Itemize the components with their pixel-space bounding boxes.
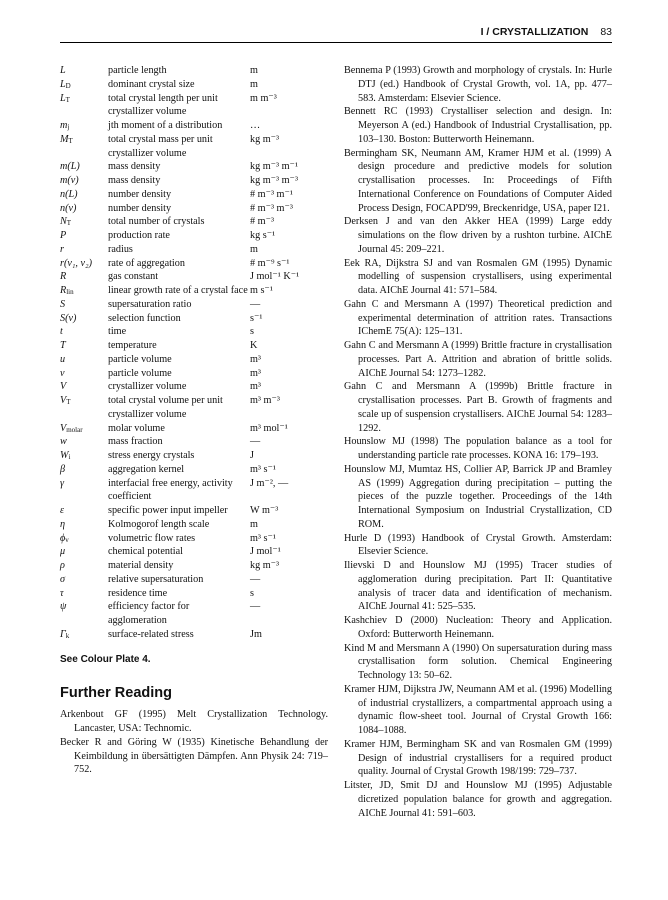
nomenclature-description: total crystal mass per unit crystallizer volume bbox=[108, 133, 213, 159]
nomenclature-row bbox=[60, 394, 328, 422]
nomenclature-symbol: β bbox=[60, 463, 66, 475]
nomenclature-row bbox=[60, 600, 328, 628]
nomenclature-description: production rate bbox=[108, 230, 170, 241]
nomenclature-row bbox=[60, 257, 328, 271]
nomenclature-row bbox=[60, 92, 328, 120]
nomenclature-symbol: n(L) bbox=[60, 188, 78, 200]
header-rule bbox=[60, 42, 612, 43]
further-reading-list bbox=[60, 708, 328, 777]
nomenclature-description: residence time bbox=[108, 587, 168, 599]
reference-entry: Bennett RC (1993) Crystalliser selection and design. In: Meyerson A (ed.) Handbook of Industrial Crystallisation, pp. 103–130. Boston: Butterworth Heinemann. bbox=[344, 106, 612, 145]
nomenclature-row bbox=[60, 353, 328, 367]
nomenclature-row bbox=[60, 532, 328, 546]
nomenclature-symbol: $M_T$ bbox=[60, 133, 73, 145]
nomenclature-unit: m³ bbox=[250, 353, 261, 365]
nomenclature-unit: s⁻¹ bbox=[250, 312, 263, 324]
reference-entry: Kashchiev D (2000) Nucleation: Theory and Application. Oxford: Butterworth Heinemann. bbox=[344, 615, 612, 640]
nomenclature-unit: s bbox=[250, 326, 254, 338]
nomenclature-description: total crystal length per unit crystallizer volume bbox=[108, 92, 218, 118]
nomenclature-description: linear growth rate of a crystal face bbox=[108, 285, 248, 296]
reference-entry: Gahn C and Mersmann A (1999b) Brittle fracture in crystallisation processes. Part B. Growth of fragments and scale up of suspension crystallisers. AIChE Journal 54: 1283–1292. bbox=[344, 381, 612, 434]
nomenclature-unit: — bbox=[250, 436, 261, 448]
nomenclature-symbol: $N_T$ bbox=[60, 216, 72, 228]
nomenclature-unit: m³ s⁻¹ bbox=[250, 463, 276, 475]
nomenclature-unit: — bbox=[250, 601, 261, 613]
reference-entry: Kramer HJM, Bermingham SK and van Rosmalen GM (1999) Design of industrial crystallisers for a required product quality. Journal of Crystal Growth 198/199: 729–737. bbox=[344, 738, 612, 778]
nomenclature-symbol: m(v) bbox=[60, 175, 79, 186]
nomenclature-row bbox=[60, 449, 328, 463]
nomenclature-row bbox=[60, 422, 328, 436]
reference-entry: Litster, JD, Smit DJ and Hounslow MJ (1995) Adjustable dicretized population balance for growth and aggregation. AIChE Journal 41: 591–603. bbox=[344, 780, 612, 819]
nomenclature-row bbox=[60, 325, 328, 339]
reference-entry: Derksen J and van den Akker HEA (1999) Large eddy simulations on the flow driven by a rushton turbine. AIChE Journal 45: 209–221. bbox=[344, 216, 612, 255]
nomenclature-symbol: u bbox=[60, 353, 66, 365]
nomenclature-symbol: ε bbox=[60, 505, 65, 516]
nomenclature-row bbox=[60, 243, 328, 257]
nomenclature-row bbox=[60, 477, 328, 505]
nomenclature-description: number density bbox=[108, 202, 172, 214]
nomenclature-unit: J mol⁻¹ bbox=[250, 546, 281, 558]
nomenclature-description: chemical potential bbox=[108, 546, 183, 558]
nomenclature-description: temperature bbox=[108, 340, 157, 351]
nomenclature-unit: m³ bbox=[250, 367, 261, 379]
nomenclature-symbol: σ bbox=[60, 573, 66, 585]
nomenclature-unit: J mol⁻¹ K⁻¹ bbox=[250, 271, 300, 283]
nomenclature-description: relative supersaturation bbox=[108, 573, 204, 585]
nomenclature-symbol: S(v) bbox=[60, 312, 77, 324]
nomenclature-unit: m³ bbox=[250, 381, 261, 393]
nomenclature-unit: W m⁻³ bbox=[250, 505, 279, 516]
colour-plate-note: See Colour Plate 4. bbox=[60, 653, 151, 665]
nomenclature-unit: # m⁻³ m⁻³ bbox=[250, 202, 293, 214]
nomenclature-unit: m m⁻³ bbox=[250, 92, 277, 104]
nomenclature-description: mass fraction bbox=[108, 436, 163, 448]
nomenclature-row bbox=[60, 215, 328, 229]
nomenclature-description: Kolmogorof length scale bbox=[108, 518, 210, 530]
nomenclature-unit: kg s⁻¹ bbox=[250, 230, 276, 241]
nomenclature-description: interfacial free energy, activity coefficient bbox=[108, 477, 233, 503]
nomenclature-description: material density bbox=[108, 560, 174, 571]
nomenclature-symbol: η bbox=[60, 518, 66, 530]
left-column bbox=[60, 64, 328, 777]
reference-entry: Bermingham SK, Neumann AM, Kramer HJM et al. (1999) A design procedure and predictive models for solution crystallisation processes. In: Proceedings of Fifth International Conference on Foundations of Computer Aided Process Design, FOCAPD'99, Breckenridge, USA, paper I21. bbox=[344, 147, 612, 214]
nomenclature-row bbox=[60, 339, 328, 353]
nomenclature-symbol: n(v) bbox=[60, 202, 77, 214]
nomenclature-row bbox=[60, 64, 328, 78]
nomenclature-symbol: $\phi_v$ bbox=[60, 532, 69, 544]
reference-entry: Bennema P (1993) Growth and morphology of crystals. In: Hurle DTJ (ed.) Handbook of Crystal Growth, vol. 1A, pp. 477–583. Amsterdam: Elsevier Science. bbox=[344, 65, 612, 104]
nomenclature-row bbox=[60, 298, 328, 312]
nomenclature-unit: J m⁻², — bbox=[250, 477, 289, 489]
reference-entry: Hurle D (1993) Handbook of Crystal Growth. Amsterdam: Elsevier Science. bbox=[344, 532, 612, 558]
nomenclature-unit: kg m⁻³ bbox=[250, 560, 280, 571]
nomenclature-symbol: ρ bbox=[60, 560, 65, 571]
nomenclature-unit: kg m⁻³ m⁻³ bbox=[250, 175, 298, 186]
nomenclature-symbol: $\Gamma_k$ bbox=[60, 628, 70, 640]
nomenclature-row bbox=[60, 160, 328, 174]
nomenclature-row bbox=[60, 628, 328, 642]
nomenclature-unit: # m⁻³ m⁻¹ bbox=[250, 188, 293, 200]
nomenclature-description: crystallizer volume bbox=[108, 381, 187, 393]
nomenclature-row bbox=[60, 78, 328, 92]
nomenclature-description: molar volume bbox=[108, 422, 165, 434]
nomenclature-row bbox=[60, 312, 328, 326]
nomenclature-symbol: $V_{molar}$ bbox=[60, 422, 83, 434]
nomenclature-row bbox=[60, 463, 328, 477]
nomenclature-description: specific power input impeller bbox=[108, 505, 228, 516]
nomenclature-symbol: γ bbox=[60, 477, 65, 489]
nomenclature-row bbox=[60, 229, 328, 243]
nomenclature-description: supersaturation ratio bbox=[108, 298, 192, 310]
nomenclature-symbol: t bbox=[60, 326, 63, 338]
nomenclature-unit: m bbox=[250, 65, 258, 76]
nomenclature-symbol: ψ bbox=[60, 601, 67, 613]
nomenclature-symbol: $W_i$ bbox=[60, 450, 71, 461]
reference-entry: Ilievski D and Hounslow MJ (1995) Tracer studies of agglomeration during precipitation. Part II: Quantitative analysis of tracer data and identification of mechanism. AIChE Journal 41: 525–535. bbox=[344, 560, 612, 613]
nomenclature-symbol: r bbox=[60, 243, 64, 255]
nomenclature-symbol: $R_{lin}$ bbox=[60, 285, 74, 296]
nomenclature-unit: m³ mol⁻¹ bbox=[250, 422, 288, 434]
nomenclature-description: surface-related stress bbox=[108, 628, 194, 640]
nomenclature-symbol: V bbox=[60, 381, 67, 393]
nomenclature-row bbox=[60, 504, 328, 518]
nomenclature-description: rate of aggregation bbox=[108, 257, 185, 269]
nomenclature-symbol: $m_j$ bbox=[60, 120, 70, 131]
nomenclature-unit: — bbox=[250, 573, 261, 585]
nomenclature-symbol: w bbox=[60, 436, 67, 448]
nomenclature-symbol: τ bbox=[60, 587, 64, 599]
nomenclature-symbol: P bbox=[60, 230, 67, 241]
reference-entry: Eek RA, Dijkstra SJ and van Rosmalen GM (1995) Dynamic modelling of suspension crystallisers, using experimental data. AIChE Journal 41: 571–584. bbox=[344, 257, 612, 296]
nomenclature-unit: m bbox=[250, 78, 258, 90]
nomenclature-row bbox=[60, 202, 328, 216]
reference-entry: Arkenbout GF (1995) Melt Crystallization Technology. Lancaster, USA: Technomic. bbox=[60, 709, 328, 734]
nomenclature-description: particle volume bbox=[108, 367, 172, 379]
nomenclature-description: time bbox=[108, 326, 127, 338]
nomenclature-symbol: r(v₁, v₂) bbox=[60, 257, 92, 269]
nomenclature-unit: m s⁻¹ bbox=[250, 285, 273, 296]
running-header bbox=[60, 26, 612, 44]
nomenclature-symbol: R bbox=[60, 271, 67, 283]
reference-entry: Becker R and Göring W (1935) Kinetische Behandlung der Keimbildung in übersättigten Dämpfen. Ann Physik 24: 719–752. bbox=[60, 736, 328, 776]
nomenclature-unit: K bbox=[250, 340, 258, 351]
nomenclature-list bbox=[60, 64, 328, 642]
nomenclature-unit: m bbox=[250, 518, 258, 530]
section-title: I / CRYSTALLIZATION bbox=[480, 26, 589, 38]
nomenclature-row bbox=[60, 518, 328, 532]
nomenclature-unit: Jm bbox=[250, 628, 262, 640]
nomenclature-description: aggregation kernel bbox=[108, 463, 185, 475]
nomenclature-description: total crystal volume per unit crystallizer volume bbox=[108, 395, 223, 420]
nomenclature-description: volumetric flow rates bbox=[108, 532, 196, 544]
nomenclature-symbol: v bbox=[60, 367, 65, 379]
nomenclature-row bbox=[60, 573, 328, 587]
nomenclature-unit: # m⁻³ bbox=[250, 216, 274, 228]
nomenclature-unit: # m⁻⁹ s⁻¹ bbox=[250, 257, 290, 269]
nomenclature-symbol: μ bbox=[60, 546, 66, 558]
nomenclature-row bbox=[60, 367, 328, 381]
nomenclature-unit: m³ s⁻¹ bbox=[250, 532, 276, 544]
nomenclature-row bbox=[60, 545, 328, 559]
nomenclature-description: total number of crystals bbox=[108, 216, 205, 228]
nomenclature-unit: m bbox=[250, 243, 258, 255]
reference-entry: Kind M and Mersmann A (1990) On supersaturation during mass crystallisation form solution. Chemical Engineering Technology 13: 50–62. bbox=[344, 642, 612, 681]
nomenclature-unit: m³ m⁻³ bbox=[250, 395, 280, 406]
nomenclature-symbol: m(L) bbox=[60, 161, 80, 173]
nomenclature-description: number density bbox=[108, 188, 172, 200]
nomenclature-row bbox=[60, 559, 328, 573]
reference-entry: Gahn C and Mersmann A (1997) Theoretical prediction and experimental determination of attrition rates. Transactions IChemE 75(A): 125–131. bbox=[344, 298, 612, 338]
nomenclature-row bbox=[60, 270, 328, 284]
nomenclature-symbol: $V_T$ bbox=[60, 395, 71, 406]
further-reading-heading: Further Reading bbox=[60, 685, 172, 702]
nomenclature-description: dominant crystal size bbox=[108, 78, 195, 90]
nomenclature-row bbox=[60, 380, 328, 394]
nomenclature-unit: kg m⁻³ m⁻¹ bbox=[250, 161, 298, 173]
nomenclature-unit: … bbox=[250, 120, 261, 131]
nomenclature-description: stress energy crystals bbox=[108, 450, 195, 461]
reference-entry: Kramer HJM, Dijkstra JW, Neumann AM et al. (1996) Modelling of industrial crystallizers, a compartmental approach using a dynamic flow-sheet tool. Journal of Crystal Growth 166: 1084–1088. bbox=[344, 683, 612, 736]
reference-list bbox=[344, 64, 612, 820]
reference-entry: Gahn C and Mersmann A (1999) Brittle fracture in crystallisation processes. Part A. Attrition and abration of brittle solids. AIChE Journal 54: 1273–1282. bbox=[344, 340, 612, 379]
nomenclature-symbol: S bbox=[60, 298, 66, 310]
nomenclature-description: mass density bbox=[108, 175, 161, 186]
nomenclature-description: particle length bbox=[108, 65, 167, 76]
nomenclature-row bbox=[60, 188, 328, 202]
nomenclature-description: jth moment of a distribution bbox=[108, 120, 223, 131]
nomenclature-row bbox=[60, 174, 328, 188]
nomenclature-description: gas constant bbox=[108, 271, 159, 283]
nomenclature-description: radius bbox=[108, 243, 133, 255]
nomenclature-unit: s bbox=[250, 587, 254, 599]
nomenclature-symbol: T bbox=[60, 340, 66, 351]
page-number: 83 bbox=[600, 26, 612, 38]
nomenclature-row bbox=[60, 435, 328, 449]
nomenclature-row bbox=[60, 587, 328, 601]
nomenclature-symbol: $L_T$ bbox=[60, 92, 70, 104]
nomenclature-unit: kg m⁻³ bbox=[250, 133, 280, 145]
nomenclature-unit: — bbox=[250, 298, 261, 310]
reference-entry: Hounslow MJ (1998) The population balance as a tool for understanding particle rate processes. KONA 16: 179–193. bbox=[344, 436, 612, 461]
nomenclature-symbol: $L_D$ bbox=[60, 78, 71, 90]
nomenclature-description: particle volume bbox=[108, 353, 172, 365]
nomenclature-unit: J bbox=[250, 450, 254, 461]
nomenclature-symbol: L bbox=[60, 65, 66, 76]
nomenclature-row bbox=[60, 119, 328, 133]
reference-entry: Hounslow MJ, Mumtaz HS, Collier AP, Barrick JP and Bramley AS (1999) Aggregation during precipitation – putting the pieces of the puzzle together. Proceedings of the 14th International Symposium on Industrial Crystallization, CD ROM. bbox=[344, 463, 612, 530]
nomenclature-description: selection function bbox=[108, 312, 181, 324]
nomenclature-description: efficiency factor for agglomeration bbox=[108, 601, 190, 626]
nomenclature-description: mass density bbox=[108, 161, 161, 173]
right-column bbox=[344, 64, 612, 820]
nomenclature-row bbox=[60, 133, 328, 161]
nomenclature-row bbox=[60, 284, 328, 298]
